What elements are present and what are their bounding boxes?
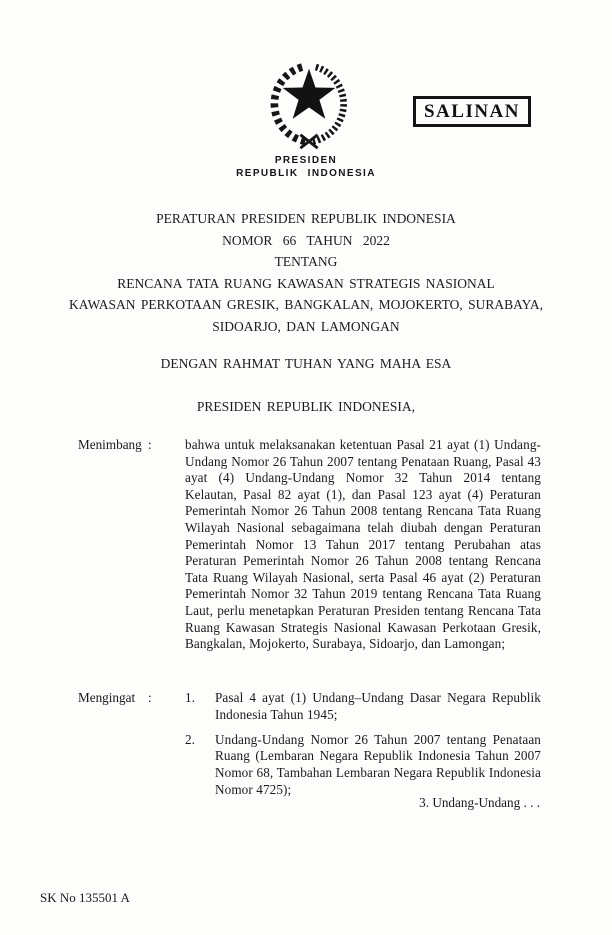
recalling-colon: : bbox=[148, 690, 152, 705]
document-control-number: SK No 135501 A bbox=[40, 890, 130, 905]
presidential-seal-icon bbox=[265, 58, 353, 154]
recalling-item-1 bbox=[185, 690, 541, 724]
title-line-subject-3: SIDOARJO, DAN LAMONGAN bbox=[212, 318, 400, 334]
recalling-item-2-number: 2. bbox=[185, 731, 195, 747]
letterhead-republik-indonesia: REPUBLIK INDONESIA bbox=[236, 168, 376, 179]
title-line-number: NOMOR 66 TAHUN 2022 bbox=[222, 232, 390, 248]
considering-label: Menimbang bbox=[78, 437, 142, 452]
invocation-line: DENGAN RAHMAT TUHAN YANG MAHA ESA bbox=[160, 356, 452, 371]
recalling-item-1-text: Pasal 4 ayat (1) Undang–Undang Dasar Negara Republik Indonesia Tahun 1945; bbox=[215, 690, 541, 722]
considering-text: bahwa untuk melaksanakan ketentuan Pasal 21 ayat (1) Undang-Undang Nomor 26 Tahun 2007 tentang Penataan Ruang, Pasal 43 ayat (4) Undang-Undang Nomor 32 Tahun 2014 tentang Kelautan, Pasal 82 ayat (1), dan Pasal 123 ayat (4) Peraturan Pemerintah Nomor 26 Tahun 2008 tentang Rencana Tata Ruang Wilayah Nasional sebagaimana telah diubah dengan Peraturan Pemerintah Nomor 13 Tahun 2017 tentang Perubahan atas Peraturan Pemerintah Nomor 26 Tahun 2008 tentang Rencana Tata Ruang Wilayah Nasional, serta Pasal 46 ayat (2) Peraturan Pemerintah Nomor 32 Tahun 2019 tentang Rencana Tata Ruang Laut, perlu menetapkan Peraturan Presiden tentang Rencana Tata Ruang Kawasan Strategis Nasional Kawasan Perkotaan Gresik, Bangkalan, Mojokerto, Surabaya, Sidoarjo, dan Lamongan; bbox=[185, 437, 541, 652]
title-line-tentang: TENTANG bbox=[274, 254, 338, 270]
recalling-section bbox=[78, 690, 541, 807]
recalling-item-2 bbox=[185, 732, 541, 799]
title-line-regulation: PERATURAN PRESIDEN REPUBLIK INDONESIA bbox=[156, 211, 456, 226]
title-line-subject-1: RENCANA TATA RUANG KAWASAN STRATEGIS NASIONAL bbox=[117, 275, 495, 291]
recalling-item-2-text: Undang-Undang Nomor 26 Tahun 2007 tentang Penataan Ruang (Lembaran Negara Republik Indonesia Tahun 2007 Nomor 68, Tambahan Lembaran Negara Republik Indonesia Nomor 4725); bbox=[215, 731, 541, 797]
letterhead-presiden: PRESIDEN bbox=[274, 155, 338, 166]
recalling-items bbox=[185, 690, 541, 807]
enacting-authority-line: PRESIDEN REPUBLIK INDONESIA, bbox=[196, 399, 416, 414]
regulation-title-block bbox=[0, 208, 612, 338]
salinan-stamp: SALINAN bbox=[413, 96, 531, 127]
considering-section bbox=[78, 437, 541, 653]
considering-colon: : bbox=[148, 437, 152, 452]
title-line-subject-2: KAWASAN PERKOTAAN GRESIK, BANGKALAN, MOJOKERTO, SURABAYA, bbox=[69, 297, 543, 313]
recalling-label: Mengingat bbox=[78, 690, 136, 705]
recalling-item-1-number: 1. bbox=[185, 690, 195, 705]
page-catchword: 3. Undang-Undang . . . bbox=[419, 795, 540, 810]
